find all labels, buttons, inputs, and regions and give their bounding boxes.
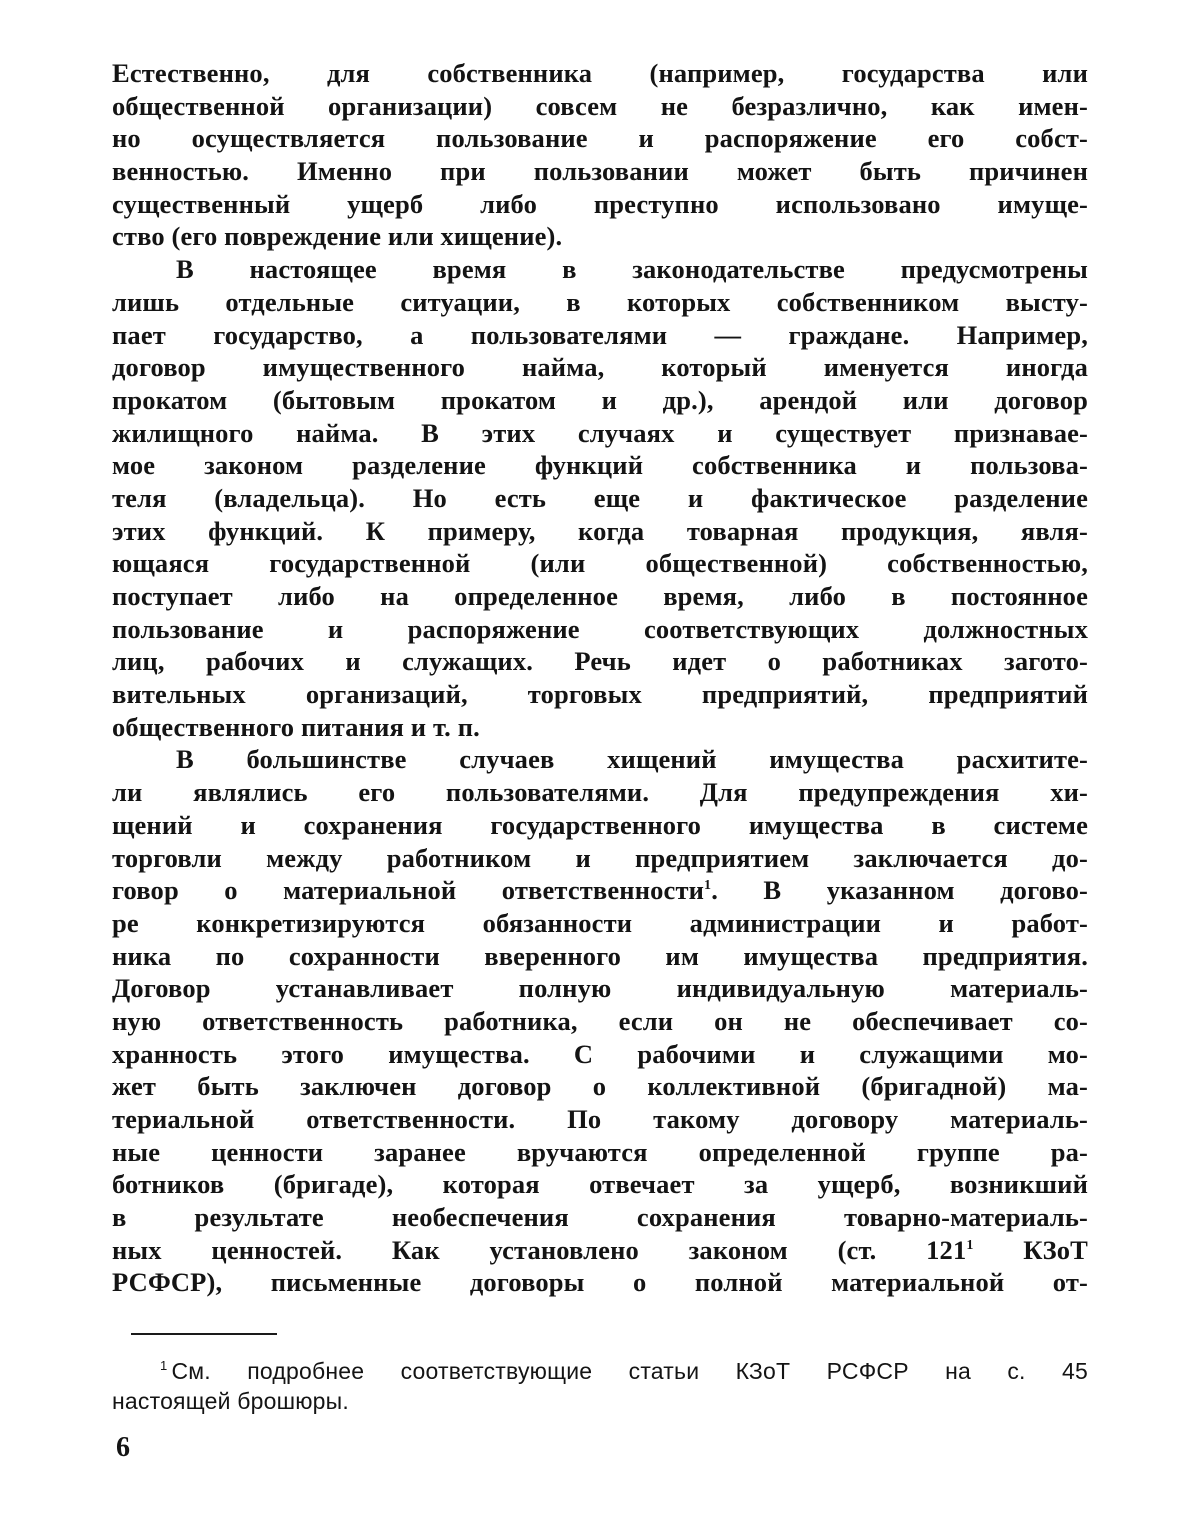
text-line: ли являлись его пользователями. Для предупреждения хи-	[112, 777, 1088, 808]
text-segment: ных ценностей. Как установлено законом (ст. 121	[112, 1234, 967, 1265]
text-line: торговли между работником и предприятием заключается до-	[112, 842, 1088, 873]
footnote-marker: 1	[160, 1358, 168, 1373]
text-line: хранность этого имущества. С рабочими и служащими мо-	[112, 1038, 1088, 1069]
text-line: В настоящее время в законодательстве предусмотрены	[176, 254, 1088, 285]
paragraph-3	[112, 743, 1088, 1299]
text-line: Договор устанавливает полную индивидуальную материаль-	[112, 973, 1088, 1004]
article-superscript: 1	[966, 1237, 974, 1253]
text-line: но осуществляется пользование и распоряжение его собст-	[112, 123, 1088, 154]
text-line: теля (владельца). Но есть еще и фактическое разделение	[112, 482, 1088, 513]
footnote-reference[interactable]: 1	[704, 878, 712, 894]
text-line: ботников (бригаде), которая отвечает за ущерб, возникший	[112, 1169, 1088, 1200]
text-line: лиц, рабочих и служащих. Речь идет о работниках загото-	[112, 646, 1088, 677]
text-line: ре конкретизируются обязанности администрации и работ-	[112, 907, 1088, 938]
text-line: договор имущественного найма, который именуется иногда	[112, 352, 1088, 383]
footnote	[112, 1356, 1088, 1416]
text-line: в результате необеспечения сохранения товарно-материаль-	[112, 1202, 1088, 1233]
text-line: лишь отдельные ситуации, в которых собственником высту-	[112, 286, 1088, 317]
footnote-line	[112, 1356, 1088, 1386]
page-number: 6	[116, 1432, 130, 1463]
footnote-line: настоящей брошюры.	[112, 1388, 349, 1414]
text-line: териальной ответственности. По такому договору материаль-	[112, 1104, 1088, 1134]
text-line: прокатом (бытовым прокатом и др.), арендой или договор	[112, 384, 1088, 415]
text-line: пает государство, а пользователями — граждане. Например,	[112, 319, 1088, 350]
text-line: вительных организаций, торговых предприятий, предприятий	[112, 679, 1088, 710]
text-line: поступает либо на определенное время, либо в постоянное	[112, 581, 1088, 611]
text-line: существенный ущерб либо преступно использовано имуще-	[112, 188, 1088, 219]
text-line: венностью. Именно при пользовании может быть причинен	[112, 156, 1088, 187]
text-line	[112, 1234, 1088, 1267]
body-text	[112, 57, 1088, 1299]
text-segment: . В указанном догово-	[711, 875, 1088, 906]
text-line: ющаяся государственной (или общественной) собственностью,	[112, 548, 1088, 579]
text-line: пользование и распоряжение соответствующих должностных	[112, 613, 1088, 644]
text-line: ные ценности заранее вручаются определенной группе ра-	[112, 1136, 1088, 1167]
text-line	[112, 874, 1088, 907]
text-line: ника по сохранности вверенного им имущества предприятия.	[112, 940, 1088, 971]
paragraph-1	[112, 57, 1088, 253]
text-line: ство (его повреждение или хищение).	[112, 221, 563, 252]
text-line: общественной организации) совсем не безразлично, как имен-	[112, 90, 1088, 121]
paragraph-2	[112, 253, 1088, 743]
text-line: В большинстве случаев хищений имущества расхитите-	[176, 744, 1088, 775]
text-segment: КЗоТ	[973, 1234, 1088, 1265]
text-line: жилищного найма. В этих случаях и существует признавае-	[112, 417, 1088, 448]
text-line: РСФСР), письменные договоры о полной материальной от-	[112, 1267, 1088, 1298]
text-line: общественного питания и т. п.	[112, 711, 480, 742]
text-segment: говор о материальной ответственности	[112, 875, 705, 906]
footnote-text: См. подробнее соответствующие статьи КЗоТ РСФСР на с. 45	[171, 1358, 1088, 1384]
footnote-divider	[131, 1333, 277, 1335]
text-line: этих функций. К примеру, когда товарная продукция, явля-	[112, 515, 1088, 546]
text-line: ную ответственность работника, если он не обеспечивает со-	[112, 1005, 1088, 1036]
text-line: щений и сохранения государственного имущества в системе	[112, 809, 1088, 840]
text-line: мое законом разделение функций собственника и пользова-	[112, 450, 1088, 481]
text-line: жет быть заключен договор о коллективной (бригадной) ма-	[112, 1071, 1088, 1102]
text-line: Естественно, для собственника (например, государства или	[112, 58, 1088, 88]
